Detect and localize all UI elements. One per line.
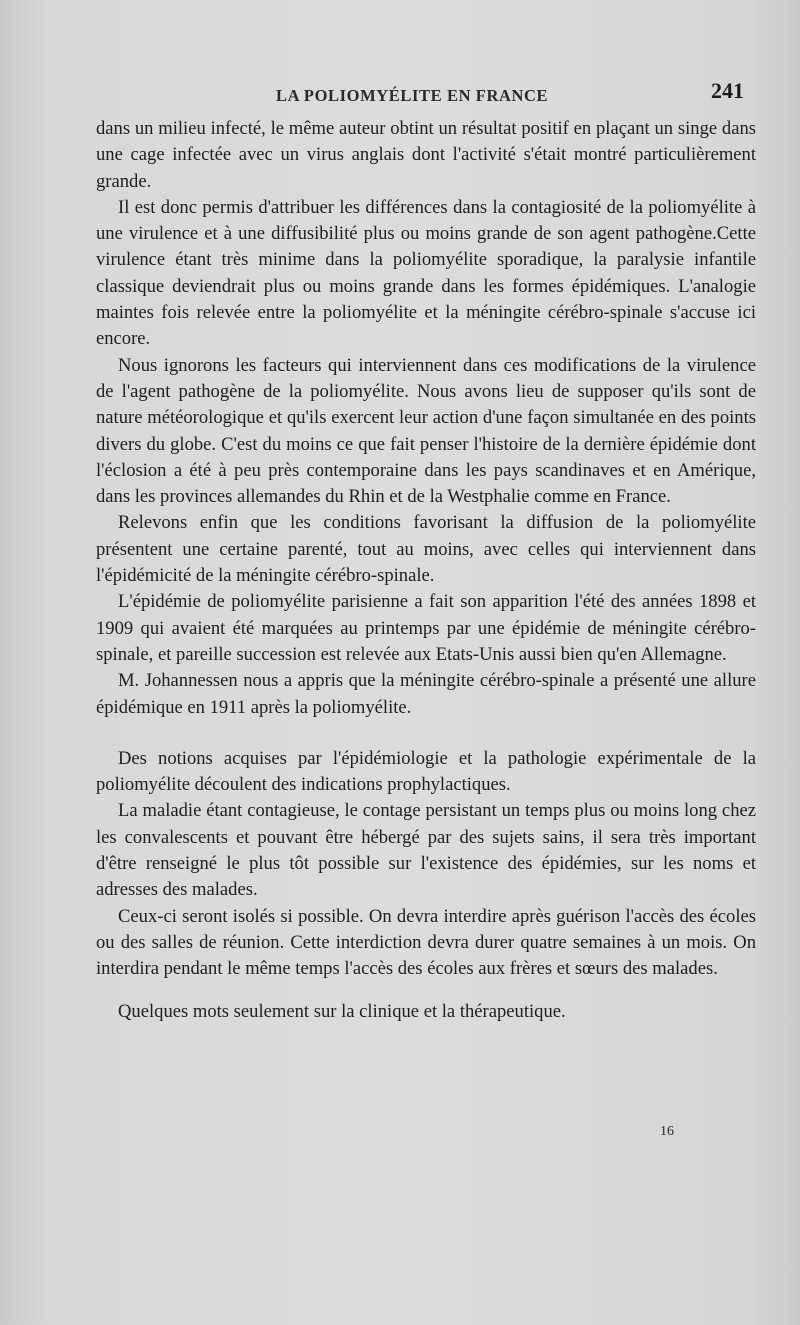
paragraph-7: Des notions acquises par l'épidémiologie et la pathologie expérimentale de la poliomyélite découlent des indications prophylactiques. [96,747,756,796]
paragraph-5: L'épidémie de poliomyélite parisienne a fait son apparition l'été des années 1898 et 1909 qui avaient été marquées au printemps par une épidémie de méningite cérébro-spinale, et pareille succession est relevée aux Etats-Unis aussi bien qu'en Allemagne. [96,591,756,665]
signature-mark: 16 [660,1124,674,1139]
section-gap [96,721,756,746]
running-title: LA POLIOMYÉLITE EN FRANCE [276,86,549,105]
paragraph-1: dans un milieu infecté, le même auteur obtint un résultat positif en plaçant un singe dans une cage infectée avec un virus anglais dont l'activité s'était montré particulièrement grande. [96,118,756,192]
page-number: 241 [711,78,744,103]
paragraph-2: Il est donc permis d'attribuer les différences dans la contagiosité de la poliomyélite à une virulence et à une diffusibilité plus ou moins grande de son agent pathogène.Cette virulence étant très minime dans la poliomyélite sporadique, la paralysie infantile classique deviendrait plus ou moins grande dans les formes épidémiques. L'analogie maintes fois relevée entre la poliomyélite et la méningite cérébro-spinale s'accuse ici encore. [96,196,756,350]
paragraph-9: Ceux-ci seront isolés si possible. On devra interdire après guérison l'accès des écoles ou des salles de réunion. Cette interdiction devra durer quatre semaines à un mois. On interdira pendant le même temps l'accès des écoles aux frères et sœurs des malades. [96,905,756,980]
section-gap-small [96,983,756,999]
paragraph-8: La maladie étant contagieuse, le contage persistant un temps plus ou moins long chez les convalescents et pouvant être hébergé par des sujets sains, il sera très important d'être renseigné le plus tôt possible sur l'existence des épidémies, sur les noms et adresses des malades. [96,800,756,901]
paragraph-6: M. Johannessen nous a appris que la méningite cérébro-spinale a présenté une allure épidémique en 1911 après la poliomyélite. [96,670,756,718]
page-header [96,78,756,112]
paragraph-3: Nous ignorons les facteurs qui interviennent dans ces modifications de la virulence de l'agent pathogène de la poliomyélite. Nous avons lieu de supposer qu'ils sont de nature météorologique et qu'ils exercent leur action d'une façon simultanée en des points divers du globe. C'est du moins ce que fait penser l'histoire de la dernière épidémie dont l'éclosion a été à peu près contemporaine dans les pays scandinaves et en Amérique, dans les provinces allemandes du Rhin et de la Westphalie comme en France. [96,354,756,508]
paragraph-4: Relevons enfin que les conditions favorisant la diffusion de la poliomyélite présentent une certaine parenté, tout au moins, avec celles qui interviennent dans l'épidémicité de la méningite cérébro-spinale. [96,512,756,587]
body-text [96,116,756,1025]
paragraph-10: Quelques mots seulement sur la clinique et la thérapeutique. [118,1000,566,1022]
